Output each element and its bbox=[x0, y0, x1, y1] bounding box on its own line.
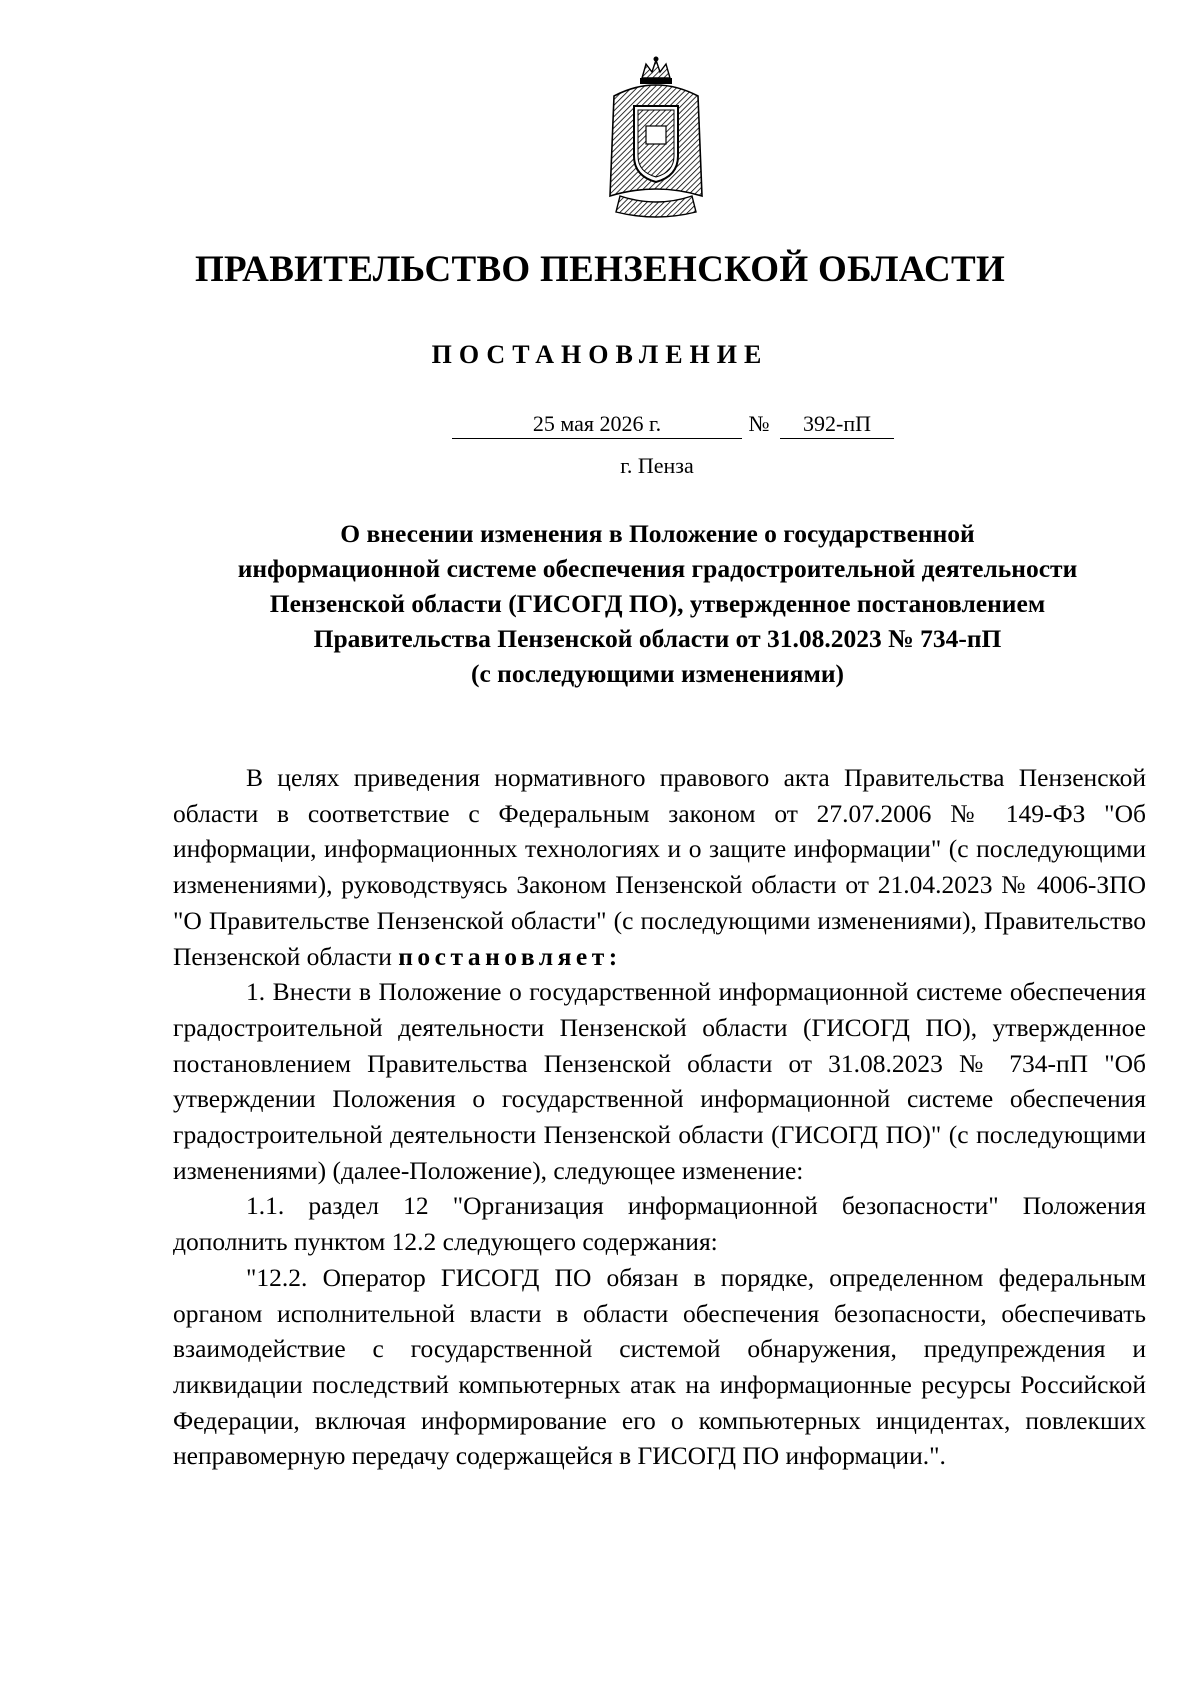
subject-line: информационной системе обеспечения градостроительной деятельности bbox=[237, 554, 1078, 583]
document-date: 25 мая 2026 г. bbox=[452, 410, 742, 439]
subject-line: Пензенской области (ГИСОГД ПО), утвержденное постановлением bbox=[269, 589, 1046, 618]
subject-line: О внесении изменения в Положение о государственной bbox=[340, 519, 975, 548]
document-number: 392-пП bbox=[780, 410, 894, 439]
item-12-2-paragraph: "12.2. Оператор ГИСОГД ПО обязан в порядке, определенном федеральным органом исполнительной власти в области обеспечения безопасности, обеспечивать взаимодействие с государственной системой обнаружения, предупреждения и ликвидации последствий компьютерных атак на информационные ресурсы Российской Федерации, включая информирование его о компьютерных инцидентах, повлекших неправомерную передачу содержащейся в ГИСОГД ПО информации.". bbox=[173, 1262, 1146, 1471]
document-city: г. Пенза bbox=[620, 453, 694, 478]
preamble-text: В целях приведения нормативного правового акта Правительства Пензенской области в соответствие с Федеральным законом от 27.07.2006 № 149-ФЗ "Об информации, информационных технологиях и о защите информации" (с последующими изменениями), руководствуясь Законом Пензенской области от 21.04.2023 № 4006-ЗПО "О Правительстве Пензенской области" (с последующими изменениями), Правительство Пензенской области bbox=[173, 763, 1146, 971]
document-subject bbox=[100, 516, 1200, 691]
item-1-paragraph: 1. Внести в Положение о государственной информационной системе обеспечения градостроительной деятельности Пензенской области (ГИСОГД ПО), утвержденное постановлением Правительства Пензенской области от 31.08.2023 № 734-пП "Об утверждении Положения о государственной информационной системе обеспечения градостроительной деятельности Пензенской области (ГИСОГД ПО)" (с последующими изменениями) (далее-Положение), следующее изменение: bbox=[173, 977, 1146, 1185]
subject-line: (с последующими изменениями) bbox=[470, 659, 845, 688]
document-type: ПОСТАНОВЛЕНИЕ bbox=[431, 340, 769, 369]
decrees-word: постановляет: bbox=[398, 941, 622, 971]
document-body bbox=[173, 760, 1146, 1474]
coat-of-arms-emblem-icon bbox=[606, 56, 706, 218]
preamble-paragraph bbox=[173, 760, 1146, 974]
government-title: ПРАВИТЕЛЬСТВО ПЕНЗЕНСКОЙ ОБЛАСТИ bbox=[194, 249, 1006, 290]
number-sign: № bbox=[748, 411, 770, 436]
item-1-1-paragraph: 1.1. раздел 12 "Организация информационной безопасности" Положения дополнить пунктом 12.2 следующего содержания: bbox=[173, 1191, 1146, 1257]
subject-line: Правительства Пензенской области от 31.08.2023 № 734-пП bbox=[313, 624, 1002, 653]
